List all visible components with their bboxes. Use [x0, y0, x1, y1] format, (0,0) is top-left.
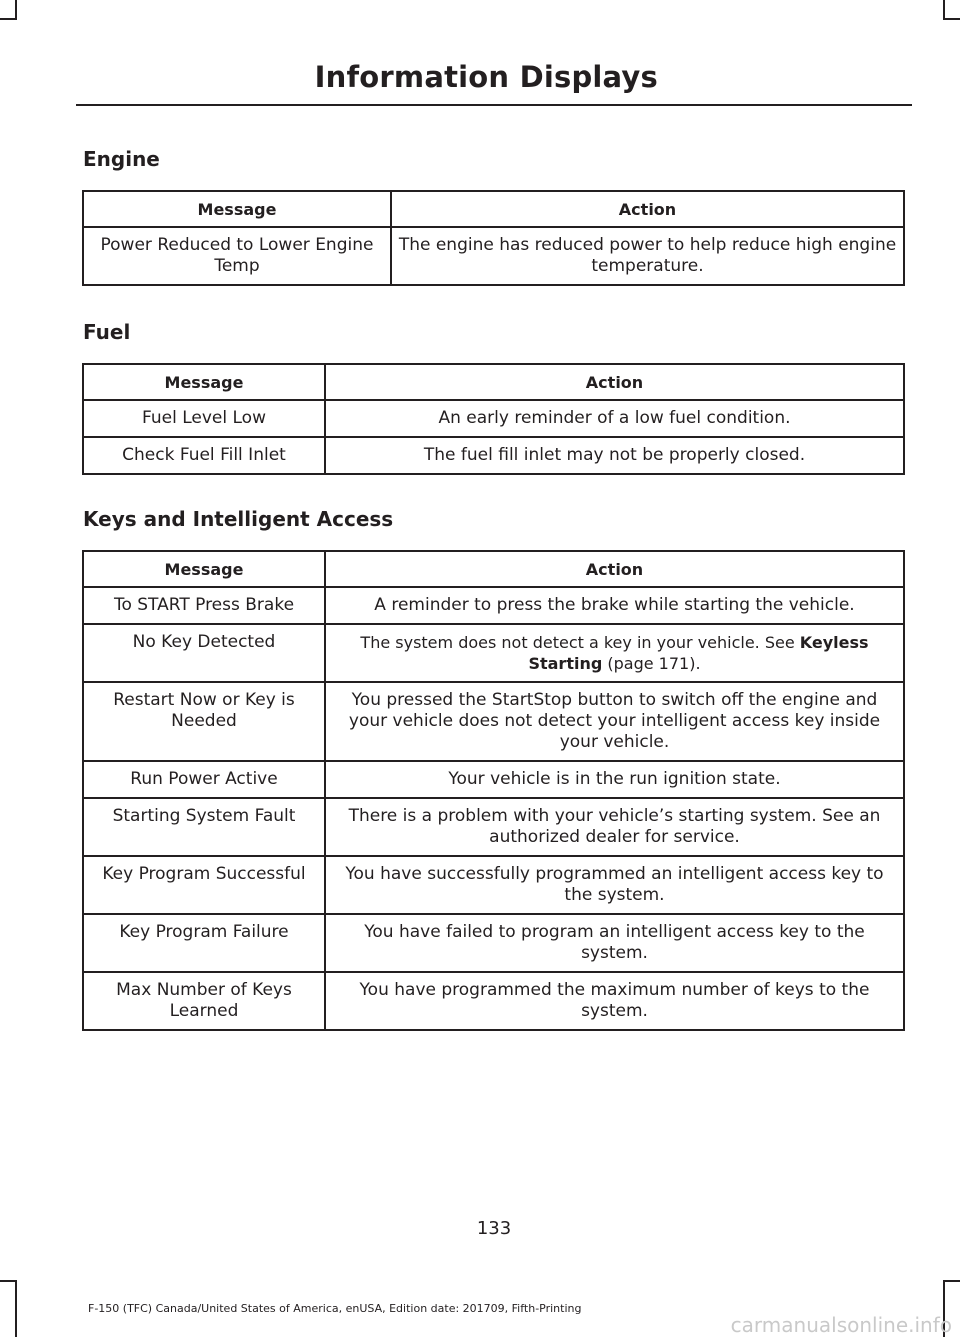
footer-edition-info: F-150 (TFC) Canada/United States of America, enUSA, Edition date: 201709, Fifth-Printing — [88, 1302, 582, 1315]
action-cell: An early reminder of a low fuel condition. — [325, 400, 904, 437]
table-row — [83, 587, 904, 624]
table-row — [83, 437, 904, 474]
message-cell: Max Number of Keys Learned — [83, 972, 325, 1030]
watermark-logo: carmanualsonline.info — [730, 1313, 952, 1337]
crop-mark — [0, 18, 17, 20]
page-number: 133 — [476, 1218, 512, 1239]
table-row — [83, 914, 904, 972]
action-text: The system does not detect a key in your vehicle. See — [360, 633, 800, 652]
action-cell — [325, 624, 904, 682]
table-header-row — [83, 551, 904, 587]
message-cell: Starting System Fault — [83, 798, 325, 856]
action-cell: You pressed the StartStop button to switch off the engine and your vehicle does not detect your intelligent access key inside your vehicle. — [325, 682, 904, 761]
engine-table — [82, 190, 905, 286]
column-header-action: Action — [325, 551, 904, 587]
column-header-action: Action — [391, 191, 904, 227]
action-cell: You have successfully programmed an intelligent access key to the system. — [325, 856, 904, 914]
action-cell: A reminder to press the brake while starting the vehicle. — [325, 587, 904, 624]
crop-mark — [0, 1280, 17, 1282]
action-cell: The engine has reduced power to help reduce high engine temperature. — [391, 227, 904, 285]
action-cell: You have failed to program an intelligent access key to the system. — [325, 914, 904, 972]
message-cell: Key Program Failure — [83, 914, 325, 972]
crop-mark — [15, 0, 17, 20]
page-reference: (page 171). — [602, 654, 701, 673]
message-cell: Check Fuel Fill Inlet — [83, 437, 325, 474]
crop-mark — [15, 1280, 17, 1337]
message-cell: Power Reduced to Lower Engine Temp — [83, 227, 391, 285]
table-header-row — [83, 364, 904, 400]
page-header-title: Information Displays — [314, 60, 658, 94]
action-cell: You have programmed the maximum number of keys to the system. — [325, 972, 904, 1030]
message-cell: To START Press Brake — [83, 587, 325, 624]
table-row — [83, 400, 904, 437]
section-title-keys: Keys and Intelligent Access — [83, 507, 394, 531]
action-cell: Your vehicle is in the run ignition state. — [325, 761, 904, 798]
action-cell: There is a problem with your vehicle’s starting system. See an authorized dealer for service. — [325, 798, 904, 856]
message-cell: Run Power Active — [83, 761, 325, 798]
crop-mark — [943, 1280, 960, 1282]
column-header-message: Message — [83, 551, 325, 587]
column-header-message: Message — [83, 364, 325, 400]
crop-mark — [943, 18, 960, 20]
table-row — [83, 761, 904, 798]
table-header-row — [83, 191, 904, 227]
column-header-message: Message — [83, 191, 391, 227]
message-cell: Fuel Level Low — [83, 400, 325, 437]
section-title-fuel: Fuel — [83, 320, 131, 344]
message-cell: Restart Now or Key is Needed — [83, 682, 325, 761]
table-row — [83, 624, 904, 682]
table-row — [83, 682, 904, 761]
table-row — [83, 227, 904, 285]
column-header-action: Action — [325, 364, 904, 400]
section-title-engine: Engine — [83, 147, 160, 171]
table-row — [83, 856, 904, 914]
message-cell: No Key Detected — [83, 624, 325, 682]
table-row — [83, 972, 904, 1030]
keys-table — [82, 550, 905, 1031]
header-rule — [76, 104, 912, 106]
message-cell: Key Program Successful — [83, 856, 325, 914]
table-row — [83, 798, 904, 856]
crop-mark — [943, 0, 945, 20]
fuel-table — [82, 363, 905, 475]
keyless-starting-link[interactable]: Keyless Starting — [528, 633, 869, 673]
action-cell: The fuel fill inlet may not be properly closed. — [325, 437, 904, 474]
